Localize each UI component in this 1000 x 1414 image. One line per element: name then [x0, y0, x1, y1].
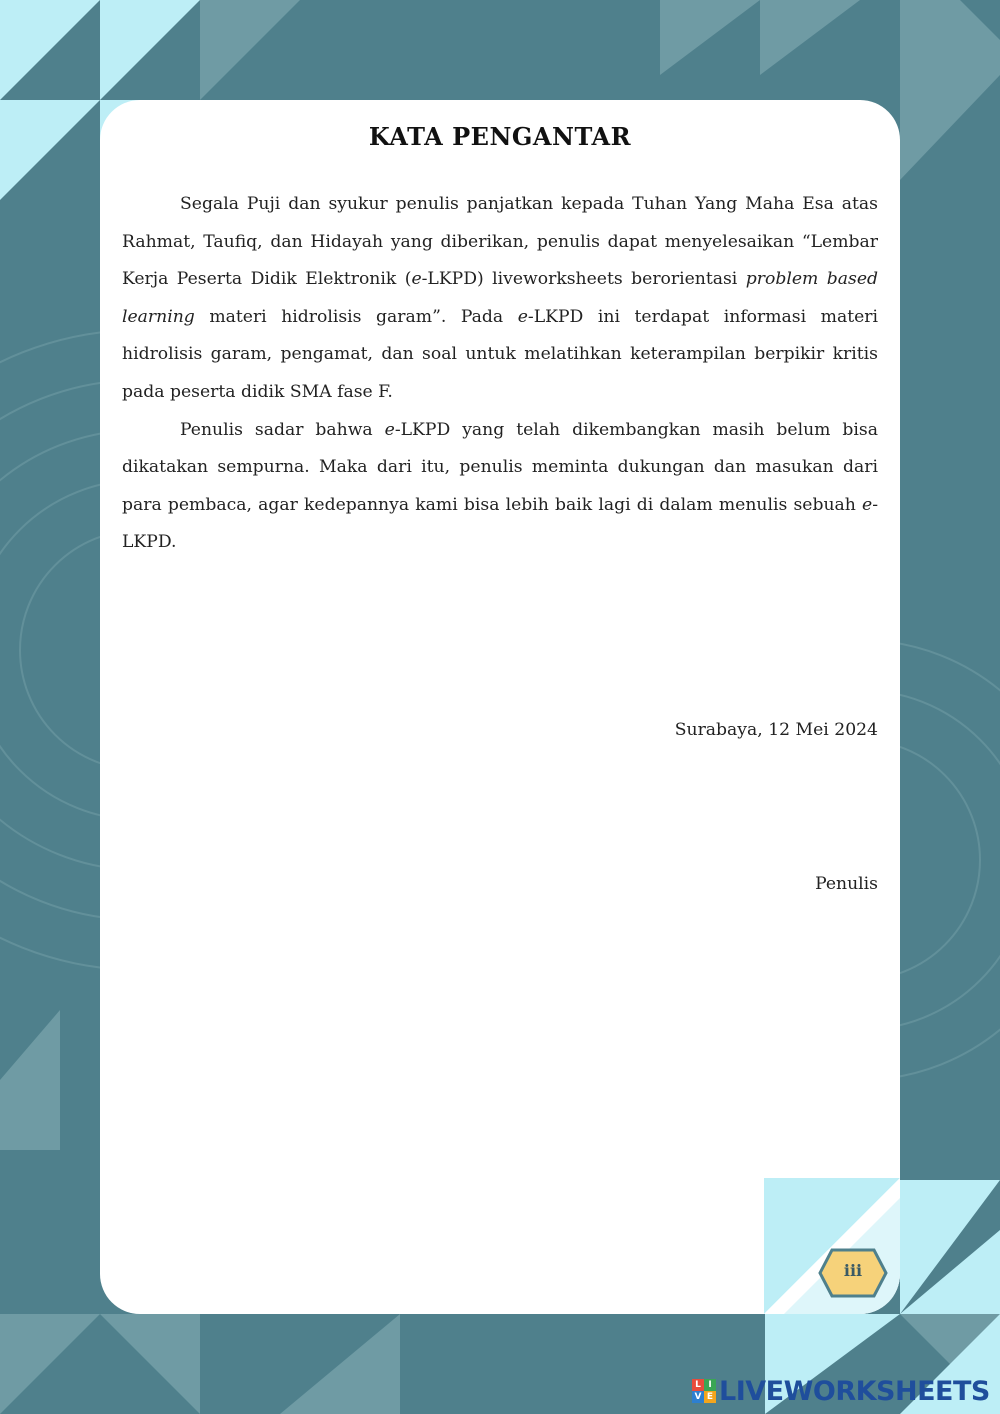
author-signature: Penulis — [815, 874, 878, 894]
body-text — [122, 186, 878, 562]
place-date: Surabaya, 12 Mei 2024 — [674, 720, 878, 740]
liveworksheets-brand[interactable] — [692, 1374, 990, 1408]
paragraph-preface: Segala Puji dan syukur penulis panjatkan kepada Tuhan Yang Maha Esa atas Rahmat, Taufiq, dan Hidayah yang diberikan, penulis dapat menyelesaikan “Lembar Kerja Peserta Didik Elektronik (e-LKPD) liveworksheets berorientasi problem based learning materi hidrolisis garam”. Pada e-LKPD ini terdapat informasi materi hidrolisis garam, pengamat, dan soal untuk melatihkan keterampilan berpikir kritis pada peserta didik SMA fase F. — [122, 194, 879, 402]
paragraph-closing: Penulis sadar bahwa e-LKPD yang telah dikembangkan masih belum bisa dikatakan sempurna. Maka dari itu, penulis meminta dukungan dan masukan dari para pembaca, agar kedepannya kami bisa lebih baik lagi di dalam menulis sebuah e-LKPD. — [122, 419, 878, 553]
document-page — [100, 100, 900, 1314]
page-number-badge — [818, 1248, 888, 1298]
page-number: iii — [843, 1261, 863, 1280]
liveworksheets-logo-icon: L I V E — [692, 1379, 716, 1403]
page-title: KATA PENGANTAR — [368, 122, 632, 151]
brand-name: LIVEWORKSHEETS — [719, 1375, 990, 1407]
